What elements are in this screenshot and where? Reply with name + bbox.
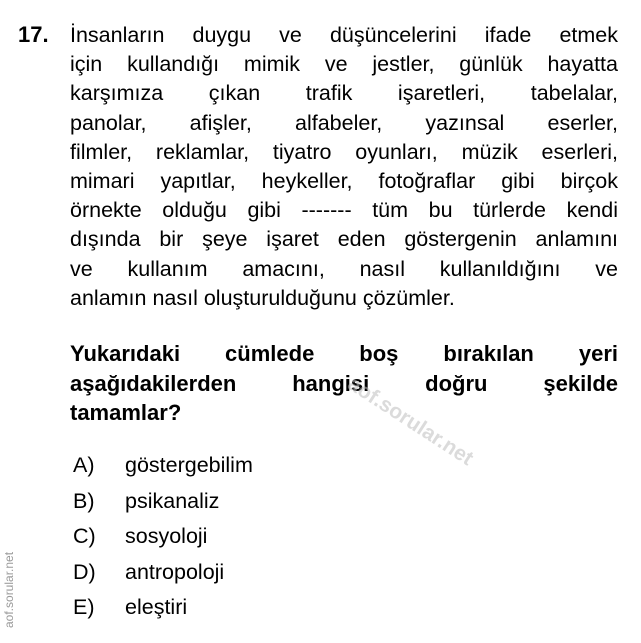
stem-line: filmler, reklamlar, tiyatro oyunları, müzik eserleri,: [70, 139, 618, 164]
option-letter: C): [73, 524, 96, 548]
stem-line: dışında bir şeye işaret eden göstergenin anlamını: [70, 227, 618, 252]
stem-line: karşımıza çıkan trafik işaretleri, tabelalar,: [70, 81, 618, 106]
option-d[interactable]: [73, 555, 253, 591]
option-text: psikanaliz: [125, 488, 220, 513]
stem-line: İnsanların duygu ve düşüncelerini ifade etmek: [70, 23, 618, 47]
option-a[interactable]: [73, 448, 253, 484]
option-text: eleştiri: [125, 595, 188, 619]
prompt-line: tamamlar?: [70, 400, 182, 425]
question-prompt: [70, 339, 618, 428]
option-letter: A): [73, 453, 95, 477]
option-text: göstergebilim: [125, 453, 253, 477]
prompt-line: Yukarıdaki cümlede boş bırakılan yeri: [70, 341, 618, 366]
option-letter: B): [73, 488, 95, 513]
stem-line: ve kullanım amacını, nasıl kullanıldığını ve: [70, 256, 618, 281]
option-b[interactable]: [73, 484, 253, 520]
question-stem: [70, 21, 618, 313]
stem-line: için kullandığı mimik ve jestler, günlük hayatta: [70, 52, 618, 77]
diagonal-watermark: aof.sorular.net: [343, 372, 478, 471]
prompt-line: aşağıdakilerden hangisi doğru şekilde: [70, 370, 618, 396]
option-e[interactable]: [73, 590, 253, 626]
answer-options: [73, 448, 253, 626]
option-letter: E): [73, 595, 95, 619]
stem-line: örnekte olduğu gibi ------- tüm bu türlerde kendi: [70, 198, 618, 223]
option-text: antropoloji: [125, 559, 225, 584]
question-number: 17.: [18, 22, 49, 47]
option-text: sosyoloji: [125, 524, 208, 548]
side-watermark: aof.sorular.net: [2, 551, 16, 628]
stem-line: anlamın nasıl oluşturulduğunu çözümler.: [70, 285, 455, 310]
option-c[interactable]: [73, 519, 253, 555]
option-letter: D): [73, 559, 96, 584]
stem-line: mimari yapıtlar, heykeller, fotoğraflar gibi birçok: [70, 169, 618, 194]
stem-line: panolar, afişler, alfabeler, yazınsal eserler,: [70, 110, 618, 135]
